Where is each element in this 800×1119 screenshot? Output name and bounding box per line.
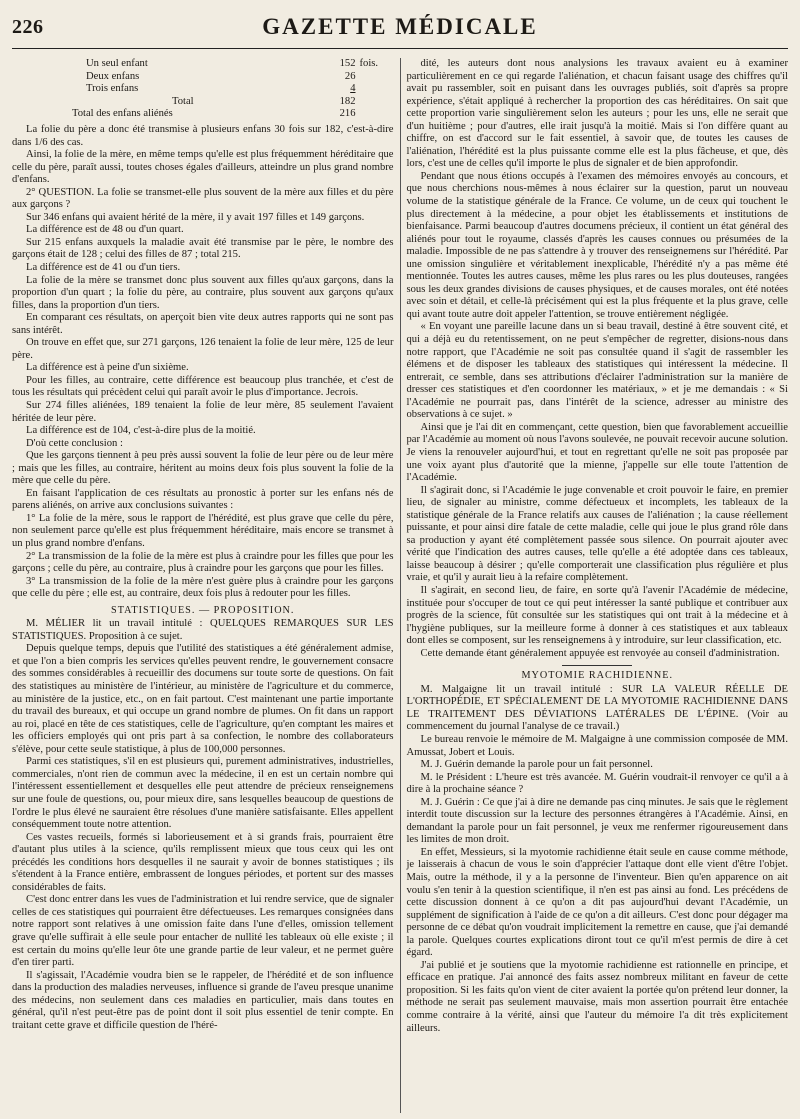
paragraph: La différence est à peine d'un sixième. bbox=[26, 362, 189, 374]
stats-row bbox=[12, 58, 394, 71]
paragraph: Sur 215 enfans auxquels la maladie avait été transmise par le père, le nombre des garçons était de 128 ; celui des filles de 87 ; total 215. bbox=[12, 236, 394, 261]
stats-value: 152 bbox=[339, 58, 356, 69]
paragraph: En faisant l'application de ces résultats au pronostic à porter sur les enfans nés de parens aliénés, on arrive aux conclusions suivantes : bbox=[12, 487, 394, 512]
section-heading: MYOTOMIE RACHIDIENNE. bbox=[521, 670, 673, 682]
paragraph: Sur 346 enfans qui avaient hérité de la mère, il y avait 197 filles et 149 garçons. bbox=[26, 211, 365, 223]
paragraph: 2° La transmission de la folie de la mère est plus à craindre pour les filles que pour les garçons ; celle du père, au contraire, plus à craindre pour les garçons que pour les filles. bbox=[12, 550, 394, 575]
left-paragraphs-b bbox=[12, 618, 394, 1032]
paragraph: M. MÉLIER lit un travail intitulé : QUELQUES REMARQUES SUR LES STATISTIQUES. Proposition à ce sujet. bbox=[12, 618, 394, 642]
paragraph: Pendant que nous étions occupés à l'examen des mémoires envoyés au concours, et que nous cherchions nous-mêmes à nous éclairer sur la question, parut un nouveau volume de la statistique générale de la France. Ce volume, un de ceux qui touchent le plus directement à la médecine, a pour objet les établissements et institutions de bienfaisance. Parmi beaucoup d'autres documens précieux, il contient un état général des aliénés pour tout le royaume, classés d'après les causes connues ou présumées de la maladie. Impossible de ne pas s'attendre à y trouver des renseignemens sur l'hérédité. Par une omission singulière et véritablement inexplicable, l'hérédité n'y a pas même été mentionnée. Toutes les autres causes, même les plus rares ou les plus douteuses, rangées sous les deux grandes divisions de causes physiques, et de causes morales, ont été notées avec soin et détail, et celle-là précisément qui est la plus fréquente et la plus grave, celle qui avant toute autre doit appeler l'attention, se trouve entièrement négligée. bbox=[406, 170, 788, 320]
stats-value: 182 bbox=[339, 95, 356, 107]
paragraph: Ainsi que je l'ai dit en commençant, cette question, bien que favorablement accueillie par l'Académie au moment où nous l'avons soulevée, ne pouvait recevoir aucune solution. Je viens la renouveler aujourd'hui, et tout en regrettant qu'elle ne soit pas proposée par une voix ayant plus d'autorité que la mienne, j'appelle sur elle toute l'attention de l'Académie. bbox=[406, 421, 788, 484]
paragraph: dité, les auteurs dont nous analysions les travaux avaient eu à examiner particulièrement en ce qui regarde l'aliénation, et chacun faisant usage des chiffres qu'il avait pu rassembler, soit en puisant dans les ouvrages publiés, soit d'après sa propre expérience, s'était appliqué à rechercher la proportion des cas héréditaires. On sait que cette proportion varie singulièrement selon les auteurs ; pour les uns, elle ne serait que d'un huitième ; pour d'autres, elle irait jusqu'à la moitié. Mais si l'on diffère quant au chiffre, on est d'accord sur le fait essentiel, à savoir que, de toutes les causes de l'aliénation, l'hérédité est la plus puissante comme elle est la plus fâcheuse, et que, dès lors, c'est une de celles qu'il importe le plus de signaler et de bien approfondir. bbox=[406, 58, 788, 170]
stats-label: Total des enfans aliénés bbox=[72, 108, 173, 120]
section-rule bbox=[562, 665, 632, 666]
paragraph: La différence est de 41 ou d'un tiers. bbox=[26, 261, 181, 273]
paragraph: En comparant ces résultats, on aperçoit bien vite deux autres rapports qui ne sont pas sans intérêt. bbox=[12, 312, 394, 336]
paragraph: Parmi ces statistiques, s'il en est plusieurs qui, purement administratives, industrielles, commerciales, n'ont rien de commun avec la médecine, il en est un certain nombre qui l'intéressent essentiellement et desquelles elle peut attendre de précieux renseignemens sur une foule de questions, ou, pour mieux dire, sans lesquelles beaucoup de questions de l'ordre le plus élevé ne sauraient être résolues d'une manière satisfaisante. Elles appellent conséquemment toute notre attention. bbox=[12, 756, 394, 831]
page-header bbox=[12, 14, 788, 49]
paragraph: Le bureau renvoie le mémoire de M. Malgaigne à une commission composée de MM. Amussat, Jobert et Louis. bbox=[406, 733, 788, 758]
text-columns bbox=[12, 58, 788, 1113]
paragraph: 1° La folie de la mère, sous le rapport de l'hérédité, est plus grave que celle du père, non seulement parce qu'elle est plus fréquemment héréditaire, mais encore se transmet à un plus grand nombre d'enfans. bbox=[12, 512, 394, 550]
stats-value: 216 bbox=[339, 108, 356, 120]
paragraph: La différence est de 48 ou d'un quart. bbox=[26, 224, 184, 236]
paragraph: Ces vastes recueils, formés si laborieusement et à si grands frais, pourraient être d'autant plus utiles à la science, qu'ils remplissent mieux que tous ceux qui les ont précédés les conditions hors desquelles il ne saurait y avoir de bonnes statistiques ; ils s'étendent à la France entière, embrassent de longues périodes, et portent sur des masses considérables de faits. bbox=[12, 831, 394, 893]
paragraph: M. J. Guérin : Ce que j'ai à dire ne demande pas cinq minutes. Je sais que le règlement interdit toute discussion sur la lecture des personnes étrangères à l'Académie. Ainsi, en demandant la parole pour un fait personnel, je veux me renfermer rigoureusement dans les limites de mon droit. bbox=[406, 796, 788, 846]
paragraph: La folie de la mère se transmet donc plus souvent aux filles qu'aux garçons, dans la proportion d'un quart ; la folie du père, au contraire, plus souvent aux garçons qu'aux filles, dans la proportion d'un tiers. bbox=[12, 274, 394, 311]
paragraph: Depuis quelque temps, depuis que l'utilité des statistiques a été généralement admise, et que l'on a bien compris les services qu'elles peuvent rendre, le gouvernement consacre des sommes considérables à recueillir des documens sur toute sorte de questions. On fait des statistiques au ministère de l'intérieur, au ministère de l'agriculture et du commerce, au ministère de la justice, etc., on en fait partout. C'est maintenant une partie importante du travail des bureaux, et qui occupe un grand nombre de plumes. On fit dans un rapport au roi, placé en tête de ces statistiques, celle de l'agriculture, qu'en comptant les maires et les officiers employés qui ont pris part à sa confection, le nombre des collaborateurs s'élève, pour cette seule statistique, à plus de 100,000 personnes. bbox=[12, 643, 394, 755]
right-paragraphs-a bbox=[406, 58, 788, 660]
left-column bbox=[12, 58, 394, 1113]
stats-value: 4 bbox=[350, 83, 356, 95]
paragraph: Que les garçons tiennent à peu près aussi souvent la folie de leur père ou de leur mère ; mais que les filles, au contraire, héritent au moins deux fois plus souvent la folie de la mère que celle du père. bbox=[12, 450, 394, 487]
stats-value: 26 bbox=[344, 70, 356, 82]
paragraph: En effet, Messieurs, si la myotomie rachidienne était seule en cause comme méthode, je laisserais à chacun de vous le soin d'apprécier l'attaque dont elle vient d'être l'objet. Mais, outre la méthode, il y a la personne de l'inventeur. Bien qu'en apparence on ait voulu s'en tenir à la question scientifique, il n'en est pas ainsi au fond. Les précédens de cette discussion donnent à ce qu'on a dit pas aujourd'hui devant l'Académie, un supplément de signification à l'aide de ce qu'on a dit ailleurs. C'est donc pour dégager ma personne de ce débat qu'on voudrait implicitement la remettre en cause, que j'ai demandé la parole. Quelques courtes explications diront tout ce qu'il m'est permis de dire à cet égard. bbox=[406, 846, 788, 959]
stats-label: Trois enfans bbox=[86, 83, 139, 95]
paragraph: Ainsi, la folie de la mère, en même temps qu'elle est plus fréquemment héréditaire que celle du père, paraît aussi, toutes choses égales d'ailleurs, atteindre un plus grand nombre d'enfans. bbox=[12, 149, 394, 186]
paragraph: J'ai publié et je soutiens que la myotomie rachidienne est rationnelle en principe, et efficace en pratique. J'ai annoncé des faits assez nombreux militant en faveur de cette proposition. Si les faits qu'on vient de citer avaient la portée qu'on prétend leur donner, la méthode ne serait pas seulement mauvaise, mais mon assertion pourrait être entachée comme contraire à la vérité, ainsi que l'auteur du mémoire l'a dit très explicitement ailleurs. bbox=[406, 959, 788, 1034]
paragraph: On trouve en effet que, sur 271 garçons, 126 tenaient la folie de leur mère, 125 de leur père. bbox=[12, 337, 394, 361]
right-column bbox=[406, 58, 788, 1113]
journal-title: GAZETTE MÉDICALE bbox=[262, 14, 538, 39]
paragraph: 3° La transmission de la folie de la mère n'est guère plus à craindre pour les garçons que celle du père ; elle est, au contraire, deux fois plus à redouter pour les filles. bbox=[12, 575, 394, 600]
stats-unit: fois. bbox=[359, 58, 379, 69]
left-paragraphs-a bbox=[12, 124, 394, 601]
paragraph: C'est donc entrer dans les vues de l'administration et lui rendre service, que de signaler celles de ces statistiques qui pourraient être défectueuses. Les remarques consignées dans notre rapport sont relatives à une omission faite dans l'une d'elles, omission tellement grave qu'elle suffirait à elle seule pour entacher de nullité les tableaux où elle existe ; il est certain du moins qu'elle leur ôte une grande partie de leur valeur, et ne permet guère d'en tirer parti. bbox=[12, 894, 394, 969]
paragraph: 2° QUESTION. La folie se transmet-elle plus souvent de la mère aux filles et du père aux garçons ? bbox=[12, 186, 394, 211]
stats-row bbox=[12, 108, 394, 121]
stats-row bbox=[12, 83, 394, 96]
stats-label: Deux enfans bbox=[86, 70, 140, 82]
stats-label: Total bbox=[172, 95, 194, 107]
paragraph: Cette demande étant généralement appuyée est renvoyée au conseil d'administration. bbox=[420, 647, 780, 659]
stats-row bbox=[12, 71, 394, 84]
column-divider bbox=[400, 58, 401, 1113]
section-heading: STATISTIQUES. — PROPOSITION. bbox=[111, 604, 295, 616]
paragraph: M. Malgaigne lit un travail intitulé : SUR LA VALEUR RÉELLE DE L'ORTHOPÉDIE, ET SPÉCIALEMENT DE LA MYOTOMIE RACHIDIENNE DANS LE TRAITEMENT DES DÉVIATIONS LATÉRALES DE L'ÉPINE. (Voir au commencement du journal l'analyse de ce travail.) bbox=[406, 683, 788, 733]
paragraph: Pour les filles, au contraire, cette différence est beaucoup plus tranchée, et c'est de tous les résultats qui précèdent celui qui paraît avoir le plus d'importance. Jecrois. bbox=[12, 374, 394, 399]
paragraph: Il s'agirait donc, si l'Académie le juge convenable et croit pouvoir le faire, en premier lieu, de signaler au ministre, comme défectueux et incomplets, les tableaux de la statistique générale de la France relatifs aux causes de l'aliénation ; la cause réellement puissante, et pour ainsi dire fatale de cette maladie, celle qui joue le plus grand rôle dans sa production y ayant été complètement passée sous silence. On pourrait ajouter avec vérité que l'indication des autres causes, telle qu'elle a été adoptée dans ces tableaux, laisse beaucoup à désirer ; qu'elle comporterait une classification plus régulière et plus vraie, et qu'il y aurait lieu à la refaire complètement. bbox=[406, 484, 788, 584]
paragraph: La différence est de 104, c'est-à-dire plus de la moitié. bbox=[26, 425, 256, 437]
paragraph: Il s'agissait, l'Académie voudra bien se le rappeler, de l'hérédité et de son influence dans la production des maladies nerveuses, influence si grande de l'aveu presque unanime des médecins, non seulement dans ces maladies en particulier, mais dans toutes en général, qu'il n'est peut-être pas de point dont il soit plus essentiel de tenir compte. En traitant cette grave et difficile question de l'héré- bbox=[12, 969, 394, 1031]
paragraph: D'où cette conclusion : bbox=[26, 437, 123, 449]
paragraph: Il s'agirait, en second lieu, de faire, en sorte qu'à l'avenir l'Académie de médecine, instituée pour s'occuper de tout ce qui peut intéresser la santé publique et contribuer aux progrès de la science, fût consultée sur les statistiques qui ont trait à la médecine et à l'hygiène publiques, sur la meilleure forme à donner à ces statistiques et aux tableaux dont elles se composent, sur les renseignemens à y introduire, sur leur classification, etc. bbox=[406, 584, 788, 647]
paragraph: M. le Président : L'heure est très avancée. M. Guérin voudrait-il renvoyer ce qu'il a à dire à la prochaine séance ? bbox=[406, 771, 788, 796]
stats-row bbox=[12, 96, 394, 109]
right-paragraphs-b bbox=[406, 684, 788, 1035]
paragraph: Sur 274 filles aliénées, 189 tenaient la folie de leur mère, 85 seulement l'avaient héritée de leur père. bbox=[12, 400, 394, 424]
paragraph: « En voyant une pareille lacune dans un si beau travail, destiné à être souvent cité, et qui a déjà eu du retentissement, on ne peut s'empêcher de regretter, disions-nous dans notre rapport, que l'Académie ne soit pas consultée quand il s'agit de rassembler les élémens et de disposer les tableaux des statistiques qui intéressent la médecine. Il entrerait, ce semble, dans ses attributions d'éclairer l'administration sur la manière de dresser ces statistiques et d'en coordonner les matériaux, » et je me demandais : « Si l'Académie ne pourrait pas, dans l'intérêt de la science, adresser au ministre des observations à ce sujet. » bbox=[406, 321, 788, 421]
stats-label: Un seul enfant bbox=[86, 58, 148, 69]
page-number: 226 bbox=[12, 16, 44, 38]
statistics-table bbox=[12, 58, 394, 121]
paragraph: La folie du père a donc été transmise à plusieurs enfans 30 fois sur 182, c'est-à-dire dans 1/6 des cas. bbox=[12, 123, 394, 148]
paragraph: M. J. Guérin demande la parole pour un fait personnel. bbox=[420, 759, 653, 771]
